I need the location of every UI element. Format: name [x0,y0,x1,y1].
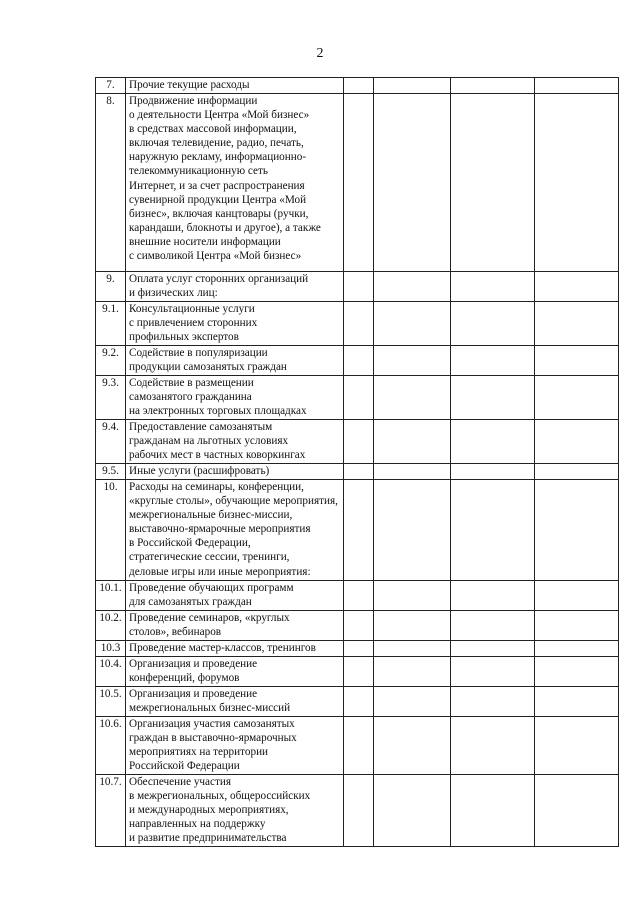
row-description-cell: Проведение мастер-классов, тренингов [126,641,344,657]
row-description-cell: Обеспечение участия в межрегиональных, общероссийских и международных мероприятиях, направленных на поддержку и развитие предпринимательства [126,775,344,847]
row-number-cell: 10.4. [96,657,126,687]
row-description-cell: Содействие в популяризации продукции самозанятых граждан [126,346,344,376]
table-row [96,376,619,420]
empty-value-cell [374,94,451,272]
empty-value-cell [344,272,374,302]
row-number-cell: 10. [96,480,126,581]
empty-value-cell [451,78,535,94]
row-number-cell: 10.2. [96,611,126,641]
empty-value-cell [451,657,535,687]
row-number-cell: 10.5. [96,687,126,717]
empty-value-cell [535,717,619,775]
row-number-cell: 9. [96,272,126,302]
table-row [96,775,619,847]
empty-value-cell [451,94,535,272]
empty-value-cell [451,687,535,717]
empty-value-cell [374,420,451,464]
row-number-cell: 7. [96,78,126,94]
row-number-cell: 9.1. [96,302,126,346]
empty-value-cell [374,717,451,775]
empty-value-cell [344,641,374,657]
empty-value-cell [344,346,374,376]
empty-value-cell [344,775,374,847]
empty-value-cell [344,94,374,272]
table-row [96,480,619,581]
row-number-cell: 10.7. [96,775,126,847]
row-description-cell: Организация и проведение конференций, форумов [126,657,344,687]
empty-value-cell [451,641,535,657]
table-row [96,464,619,480]
empty-value-cell [535,420,619,464]
empty-value-cell [535,687,619,717]
empty-value-cell [451,480,535,581]
row-number-cell: 9.5. [96,464,126,480]
empty-value-cell [451,581,535,611]
empty-value-cell [535,464,619,480]
empty-value-cell [451,420,535,464]
empty-value-cell [535,78,619,94]
empty-value-cell [374,687,451,717]
empty-value-cell [535,641,619,657]
table-row [96,420,619,464]
empty-value-cell [344,717,374,775]
empty-value-cell [535,272,619,302]
empty-value-cell [535,775,619,847]
row-description-cell: Иные услуги (расшифровать) [126,464,344,480]
empty-value-cell [344,376,374,420]
page-number: 2 [316,46,324,61]
row-description-cell: Проведение обучающих программ для самозанятых граждан [126,581,344,611]
empty-value-cell [374,657,451,687]
row-description-cell: Предоставление самозанятым гражданам на льготных условиях рабочих мест в частных коворкингах [126,420,344,464]
table-row [96,611,619,641]
row-description-cell: Содействие в размещении самозанятого гражданина на электронных торговых площадках [126,376,344,420]
empty-value-cell [451,272,535,302]
empty-value-cell [344,657,374,687]
table-row [96,687,619,717]
table-row [96,346,619,376]
table-row [96,272,619,302]
table-row [96,641,619,657]
empty-value-cell [344,581,374,611]
row-description-cell: Проведение семинаров, «круглых столов», вебинаров [126,611,344,641]
empty-value-cell [451,346,535,376]
row-number-cell: 8. [96,94,126,272]
row-description-cell: Прочие текущие расходы [126,78,344,94]
empty-value-cell [344,687,374,717]
empty-value-cell [344,420,374,464]
empty-value-cell [374,272,451,302]
empty-value-cell [535,376,619,420]
row-description-cell: Продвижение информации о деятельности Центра «Мой бизнес» в средствах массовой информации, включая телевидение, радио, печать, наружную рекламу, информационно- телекоммуникационную сеть Интернет, и за счет распространения сувенирной продукции Центра «Мой бизнес», включая канцтовары (ручки, карандаши, блокноты и другое), а также внешние носители информации с символикой Центра «Мой бизнес» [126,94,344,272]
empty-value-cell [374,78,451,94]
row-number-cell: 9.3. [96,376,126,420]
row-description-cell: Организация участия самозанятых граждан в выставочно-ярмарочных мероприятиях на территории Российской Федерации [126,717,344,775]
table-row [96,581,619,611]
empty-value-cell [535,657,619,687]
table-row [96,302,619,346]
empty-value-cell [535,480,619,581]
empty-value-cell [535,611,619,641]
empty-value-cell [535,302,619,346]
row-number-cell: 10.6. [96,717,126,775]
empty-value-cell [535,346,619,376]
row-description-cell: Расходы на семинары, конференции, «круглые столы», обучающие мероприятия, межрегиональные бизнес-миссии, выставочно-ярмарочные мероприятия в Российской Федерации, стратегические сессии, тренинги, деловые игры или иные мероприятия: [126,480,344,581]
empty-value-cell [451,302,535,346]
row-number-cell: 10.1. [96,581,126,611]
empty-value-cell [374,346,451,376]
empty-value-cell [374,611,451,641]
empty-value-cell [451,611,535,641]
expense-table [95,77,619,847]
row-description-cell: Консультационные услуги с привлечением сторонних профильных экспертов [126,302,344,346]
empty-value-cell [344,480,374,581]
empty-value-cell [451,717,535,775]
row-number-cell: 9.4. [96,420,126,464]
row-description-cell: Организация и проведение межрегиональных бизнес-миссий [126,687,344,717]
row-number-cell: 9.2. [96,346,126,376]
empty-value-cell [451,376,535,420]
empty-value-cell [344,611,374,641]
row-description-cell: Оплата услуг сторонних организаций и физических лиц: [126,272,344,302]
table-row [96,78,619,94]
empty-value-cell [374,376,451,420]
empty-value-cell [451,464,535,480]
empty-value-cell [535,581,619,611]
empty-value-cell [535,94,619,272]
table-row [96,657,619,687]
empty-value-cell [374,464,451,480]
table-row [96,94,619,272]
row-number-cell: 10.3 [96,641,126,657]
empty-value-cell [344,464,374,480]
empty-value-cell [451,775,535,847]
empty-value-cell [374,641,451,657]
empty-value-cell [374,480,451,581]
table-row [96,717,619,775]
empty-value-cell [374,302,451,346]
empty-value-cell [344,302,374,346]
empty-value-cell [374,581,451,611]
empty-value-cell [374,775,451,847]
empty-value-cell [344,78,374,94]
